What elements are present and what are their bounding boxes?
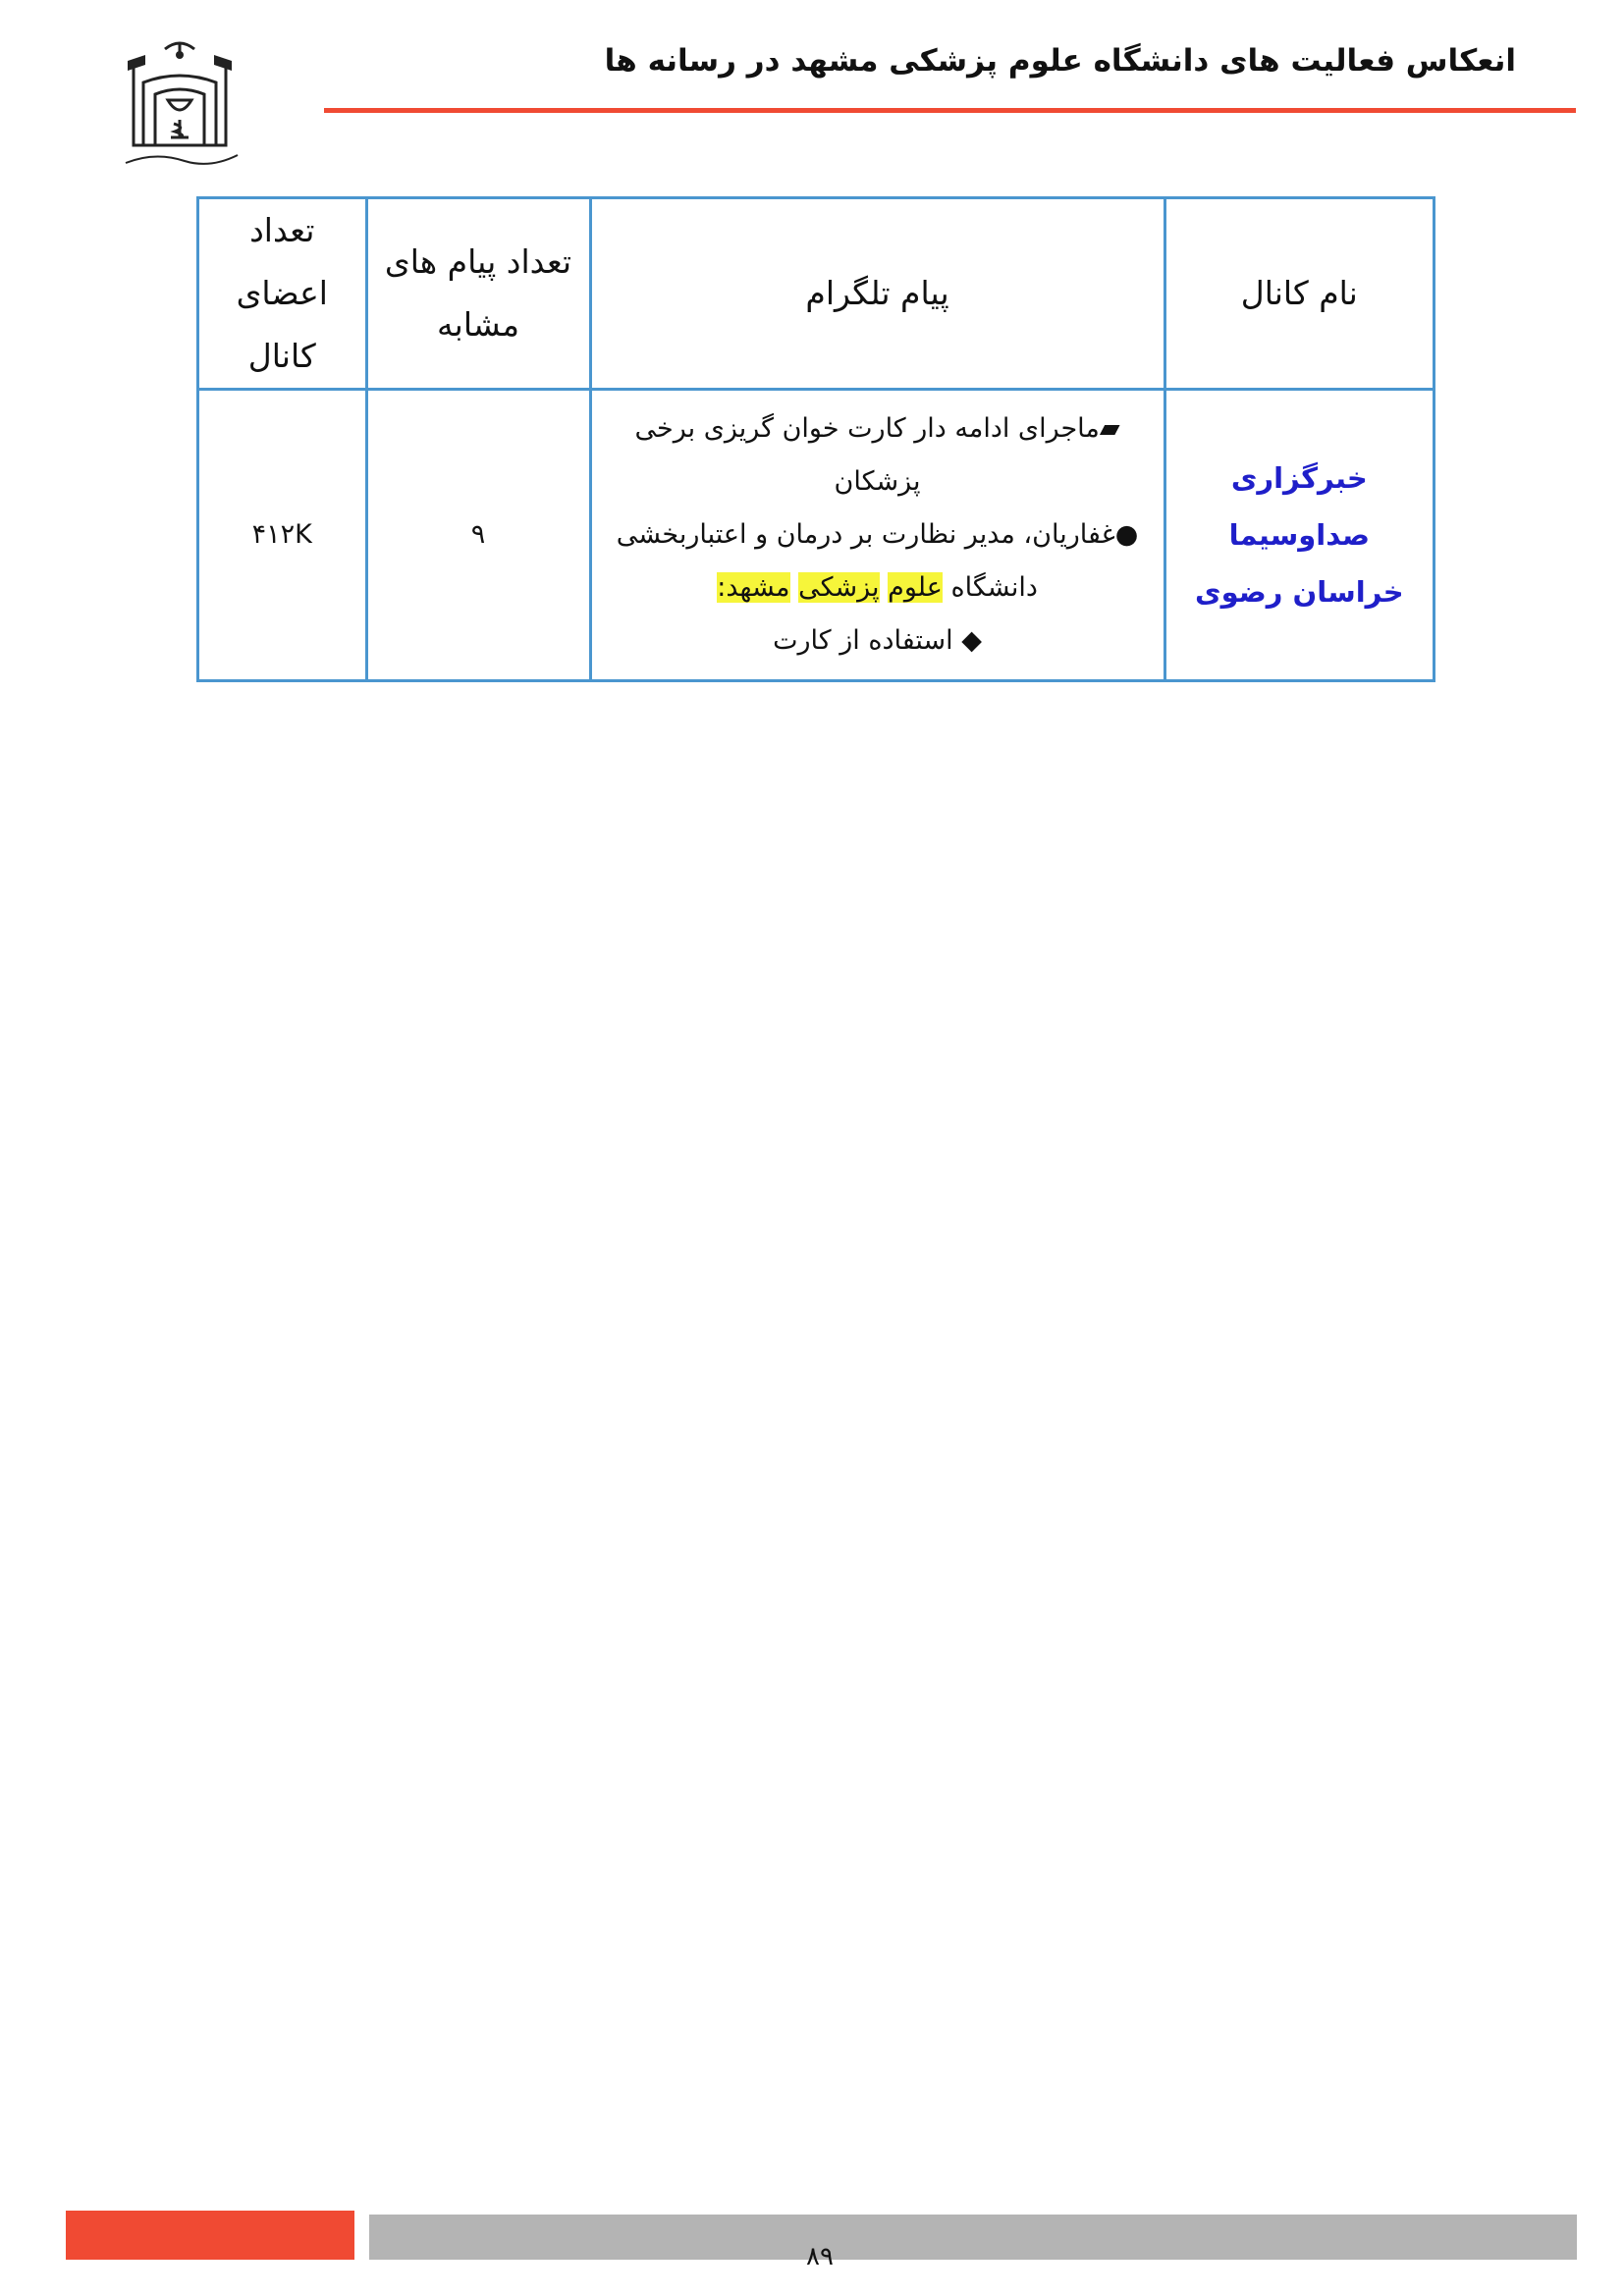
telegram-media-table <box>196 196 1435 682</box>
table-header-row <box>198 198 1435 390</box>
highlight-word: پزشکی <box>798 572 880 603</box>
header-telegram-message: پیام تلگرام <box>590 198 1164 390</box>
channel-cell <box>1164 390 1434 681</box>
stripes-icon: ▰ <box>1099 413 1120 444</box>
header-member-count: تعداد اعضای کانال <box>198 198 367 390</box>
header-channel-name: نام کانال <box>1164 198 1434 390</box>
diamond-icon: ◆ <box>961 625 983 656</box>
message-line-2 <box>598 508 1158 614</box>
channel-name: خبرگزاری صداوسیما خراسان رضوی <box>1194 461 1404 609</box>
message-cell <box>590 390 1164 681</box>
member-count-cell: ۴۱۲K <box>198 390 367 681</box>
similar-count-cell: ۹ <box>366 390 590 681</box>
message-line-1 <box>598 402 1158 508</box>
university-emblem-icon <box>116 35 244 173</box>
footer-accent-bar <box>66 2211 354 2260</box>
highlight-word: علوم <box>888 572 943 603</box>
footer-bar <box>369 2215 1577 2260</box>
header-divider <box>324 108 1576 113</box>
message-quote: استفاده از کارت <box>773 625 953 656</box>
table-row <box>198 390 1435 681</box>
message-speaker: غفاریان، مدیر نظارت بر درمان و اعتباربخشی دانشگاه <box>616 519 1115 603</box>
page-title: انعکاس فعالیت های دانشگاه علوم پزشکی مشهد در رسانه ها <box>604 43 1516 79</box>
person-icon: ● <box>1114 519 1139 550</box>
header-similar-count: تعداد پیام های مشابه <box>366 198 590 390</box>
message-line-3 <box>598 614 1158 667</box>
page-number: ۸۹ <box>806 2242 834 2271</box>
message-headline: ماجرای ادامه دار کارت خوان گریزی برخی پزشکان <box>634 413 1100 497</box>
highlight-word: مشهد: <box>717 572 790 603</box>
